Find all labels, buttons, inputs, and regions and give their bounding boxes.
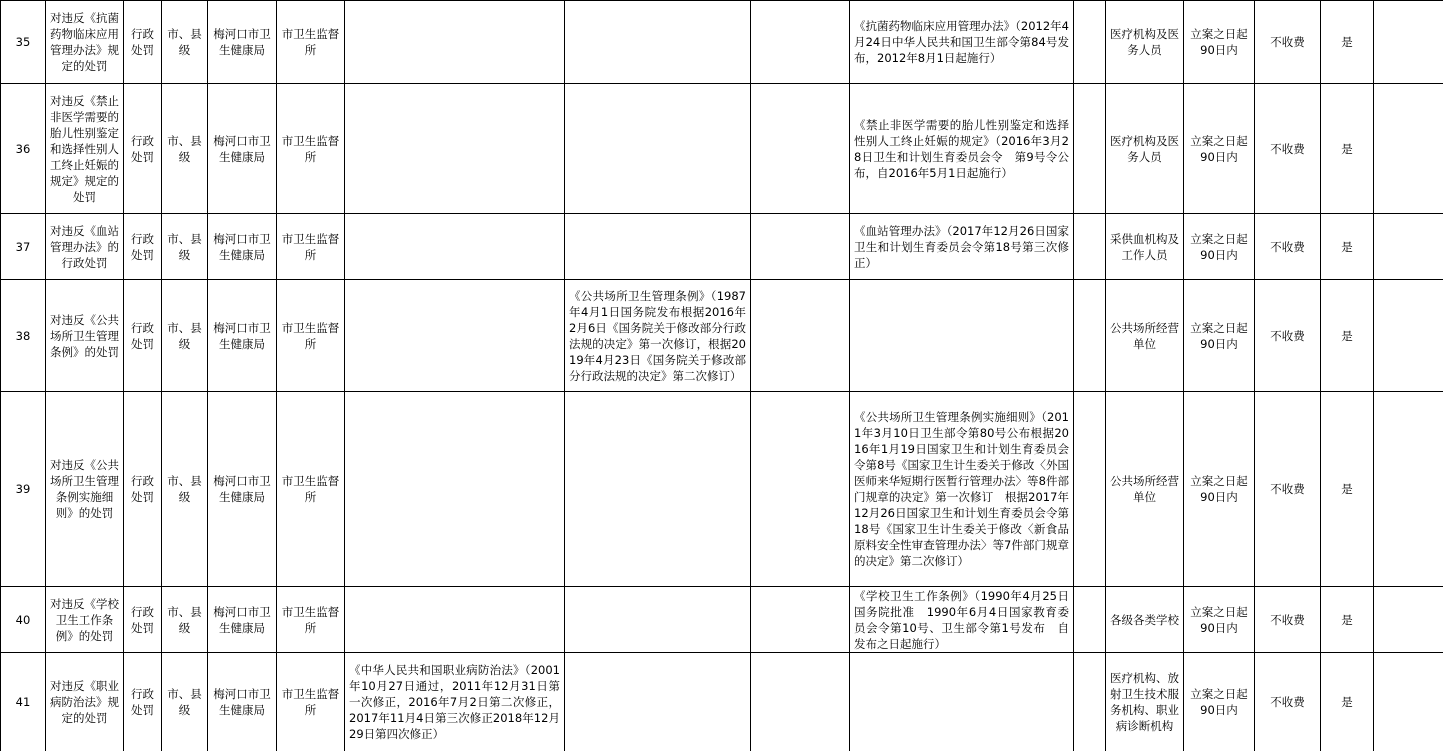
- executing-unit-cell[interactable]: 市卫生监督所: [277, 653, 345, 751]
- law-basis-cell[interactable]: [345, 392, 565, 587]
- empty-cell[interactable]: [1374, 653, 1443, 751]
- empty-cell[interactable]: [1074, 84, 1106, 214]
- regulation-basis-cell[interactable]: [565, 84, 751, 214]
- flag-cell[interactable]: 是: [1321, 587, 1374, 653]
- executing-unit-cell[interactable]: 市卫生监督所: [277, 214, 345, 280]
- table-row: [1, 392, 1443, 587]
- department-cell[interactable]: 梅河口市卫生健康局: [208, 84, 277, 214]
- fee-cell[interactable]: 不收费: [1255, 1, 1321, 84]
- item-type-cell[interactable]: 行政处罚: [124, 587, 162, 653]
- table-row: [1, 214, 1443, 280]
- deadline-cell[interactable]: 立案之日起90日内: [1184, 280, 1255, 392]
- law-basis-cell[interactable]: [345, 280, 565, 392]
- table-row: [1, 280, 1443, 392]
- item-name-cell[interactable]: 对违反《职业病防治法》规定的处罚: [46, 653, 124, 751]
- fee-cell[interactable]: 不收费: [1255, 214, 1321, 280]
- rule-basis-cell[interactable]: [850, 653, 1074, 751]
- target-cell[interactable]: 医疗机构及医务人员: [1106, 84, 1184, 214]
- rule-basis-cell[interactable]: 《禁止非医学需要的胎儿性别鉴定和选择性别人工终止妊娠的规定》（2016年3月28日卫生和计划生育委员会令 第9号令公布，自2016年5月1日起施行）: [850, 84, 1074, 214]
- law-basis-cell[interactable]: 《中华人民共和国职业病防治法》（2001年10月27日通过，2011年12月31日第一次修正，2016年7月2日第二次修正，2017年11月4日第三次修正2018年12月29日第四次修正）: [345, 653, 565, 751]
- deadline-cell[interactable]: 立案之日起90日内: [1184, 653, 1255, 751]
- item-type-cell[interactable]: 行政处罚: [124, 392, 162, 587]
- department-cell[interactable]: 梅河口市卫生健康局: [208, 214, 277, 280]
- target-cell[interactable]: 公共场所经营单位: [1106, 392, 1184, 587]
- empty-cell[interactable]: [1074, 392, 1106, 587]
- empty-cell[interactable]: [1374, 587, 1443, 653]
- deadline-cell[interactable]: 立案之日起90日内: [1184, 392, 1255, 587]
- flag-cell[interactable]: 是: [1321, 1, 1374, 84]
- table-row: [1, 653, 1443, 751]
- department-cell[interactable]: 梅河口市卫生健康局: [208, 280, 277, 392]
- empty-cell[interactable]: [1374, 392, 1443, 587]
- regulation-basis-cell[interactable]: [565, 392, 751, 587]
- law-basis-cell[interactable]: [345, 587, 565, 653]
- empty-cell[interactable]: [1374, 280, 1443, 392]
- fee-cell[interactable]: 不收费: [1255, 280, 1321, 392]
- empty-cell[interactable]: [1074, 280, 1106, 392]
- item-type-cell[interactable]: 行政处罚: [124, 84, 162, 214]
- target-cell[interactable]: 医疗机构、放射卫生技术服务机构、职业病诊断机构: [1106, 653, 1184, 751]
- empty-cell[interactable]: [751, 587, 850, 653]
- level-cell[interactable]: 市、县级: [162, 1, 208, 84]
- department-cell[interactable]: 梅河口市卫生健康局: [208, 653, 277, 751]
- target-cell[interactable]: 公共场所经营单位: [1106, 280, 1184, 392]
- regulation-basis-cell[interactable]: 《公共场所卫生管理条例》（1987年4月1日国务院发布根据2016年2月6日《国务院关于修改部分行政法规的决定》第一次修订，根据2019年4月23日《国务院关于修改部分行政法规的决定》第二次修订）: [565, 280, 751, 392]
- empty-cell[interactable]: [1074, 653, 1106, 751]
- deadline-cell[interactable]: 立案之日起90日内: [1184, 84, 1255, 214]
- row-number-cell[interactable]: 36: [1, 84, 46, 214]
- flag-cell[interactable]: 是: [1321, 84, 1374, 214]
- law-basis-cell[interactable]: [345, 1, 565, 84]
- regulation-basis-cell[interactable]: [565, 1, 751, 84]
- level-cell[interactable]: 市、县级: [162, 280, 208, 392]
- regulation-basis-cell[interactable]: [565, 587, 751, 653]
- department-cell[interactable]: 梅河口市卫生健康局: [208, 1, 277, 84]
- fee-cell[interactable]: 不收费: [1255, 587, 1321, 653]
- executing-unit-cell[interactable]: 市卫生监督所: [277, 1, 345, 84]
- target-cell[interactable]: 各级各类学校: [1106, 587, 1184, 653]
- rule-basis-cell[interactable]: [850, 280, 1074, 392]
- empty-cell[interactable]: [751, 214, 850, 280]
- rule-basis-cell[interactable]: 《公共场所卫生管理条例实施细则》（2011年3月10日卫生部令第80号公布根据2016年1月19日国家卫生和计划生育委员会令第8号《国家卫生计生委关于修改〈外国医师来华短期行医暂行管理办法〉等8件部门规章的决定》第一次修订 根据2017年12月26日国家卫生和计划生育委员会令第18号《国家卫生计生委关于修改〈新食品原料安全性审查管理办法〉等7件部门规章的决定》第二次修订）: [850, 392, 1074, 587]
- target-cell[interactable]: 采供血机构及工作人员: [1106, 214, 1184, 280]
- deadline-cell[interactable]: 立案之日起90日内: [1184, 214, 1255, 280]
- row-number-cell[interactable]: 40: [1, 587, 46, 653]
- empty-cell[interactable]: [1374, 214, 1443, 280]
- empty-cell[interactable]: [751, 392, 850, 587]
- executing-unit-cell[interactable]: 市卫生监督所: [277, 84, 345, 214]
- row-number-cell[interactable]: 38: [1, 280, 46, 392]
- executing-unit-cell[interactable]: 市卫生监督所: [277, 392, 345, 587]
- table-row: [1, 587, 1443, 653]
- regulation-basis-cell[interactable]: [565, 214, 751, 280]
- table-row: [1, 1, 1443, 84]
- row-number-cell[interactable]: 37: [1, 214, 46, 280]
- level-cell[interactable]: 市、县级: [162, 392, 208, 587]
- empty-cell[interactable]: [751, 280, 850, 392]
- table-row: [1, 84, 1443, 214]
- department-cell[interactable]: 梅河口市卫生健康局: [208, 392, 277, 587]
- empty-cell[interactable]: [1074, 214, 1106, 280]
- row-number-cell[interactable]: 39: [1, 392, 46, 587]
- item-type-cell[interactable]: 行政处罚: [124, 214, 162, 280]
- row-number-cell[interactable]: 35: [1, 1, 46, 84]
- item-name-cell[interactable]: 对违反《公共场所卫生管理条例实施细则》的处罚: [46, 392, 124, 587]
- empty-cell[interactable]: [1374, 1, 1443, 84]
- item-type-cell[interactable]: 行政处罚: [124, 280, 162, 392]
- row-number-cell[interactable]: 41: [1, 653, 46, 751]
- regulation-basis-cell[interactable]: [565, 653, 751, 751]
- flag-cell[interactable]: 是: [1321, 214, 1374, 280]
- executing-unit-cell[interactable]: 市卫生监督所: [277, 280, 345, 392]
- item-name-cell[interactable]: 对违反《公共场所卫生管理条例》的处罚: [46, 280, 124, 392]
- item-name-cell[interactable]: 对违反《禁止非医学需要的胎儿性别鉴定和选择性别人工终止妊娠的规定》规定的处罚: [46, 84, 124, 214]
- empty-cell[interactable]: [1074, 1, 1106, 84]
- empty-cell[interactable]: [1074, 587, 1106, 653]
- executing-unit-cell[interactable]: 市卫生监督所: [277, 587, 345, 653]
- item-name-cell[interactable]: 对违反《血站管理办法》的行政处罚: [46, 214, 124, 280]
- target-cell[interactable]: 医疗机构及医务人员: [1106, 1, 1184, 84]
- level-cell[interactable]: 市、县级: [162, 214, 208, 280]
- flag-cell[interactable]: 是: [1321, 280, 1374, 392]
- item-name-cell[interactable]: 对违反《抗菌药物临床应用管理办法》规定的处罚: [46, 1, 124, 84]
- law-basis-cell[interactable]: [345, 214, 565, 280]
- deadline-cell[interactable]: 立案之日起90日内: [1184, 1, 1255, 84]
- deadline-cell[interactable]: 立案之日起90日内: [1184, 587, 1255, 653]
- level-cell[interactable]: 市、县级: [162, 653, 208, 751]
- fee-cell[interactable]: 不收费: [1255, 392, 1321, 587]
- department-cell[interactable]: 梅河口市卫生健康局: [208, 587, 277, 653]
- flag-cell[interactable]: 是: [1321, 392, 1374, 587]
- rule-basis-cell[interactable]: 《学校卫生工作条例》（1990年4月25日国务院批准 1990年6月4日国家教育委员会令第10号、卫生部令第1号发布 自发布之日起施行）: [850, 587, 1074, 653]
- item-type-cell[interactable]: 行政处罚: [124, 653, 162, 751]
- level-cell[interactable]: 市、县级: [162, 587, 208, 653]
- fee-cell[interactable]: 不收费: [1255, 653, 1321, 751]
- empty-cell[interactable]: [751, 1, 850, 84]
- fee-cell[interactable]: 不收费: [1255, 84, 1321, 214]
- item-type-cell[interactable]: 行政处罚: [124, 1, 162, 84]
- rule-basis-cell[interactable]: 《血站管理办法》（2017年12月26日国家卫生和计划生育委员会令第18号第三次修正）: [850, 214, 1074, 280]
- level-cell[interactable]: 市、县级: [162, 84, 208, 214]
- flag-cell[interactable]: 是: [1321, 653, 1374, 751]
- empty-cell[interactable]: [1374, 84, 1443, 214]
- empty-cell[interactable]: [751, 653, 850, 751]
- empty-cell[interactable]: [751, 84, 850, 214]
- rule-basis-cell[interactable]: 《抗菌药物临床应用管理办法》（2012年4月24日中华人民共和国卫生部令第84号发布，2012年8月1日起施行）: [850, 1, 1074, 84]
- law-basis-cell[interactable]: [345, 84, 565, 214]
- item-name-cell[interactable]: 对违反《学校卫生工作条例》的处罚: [46, 587, 124, 653]
